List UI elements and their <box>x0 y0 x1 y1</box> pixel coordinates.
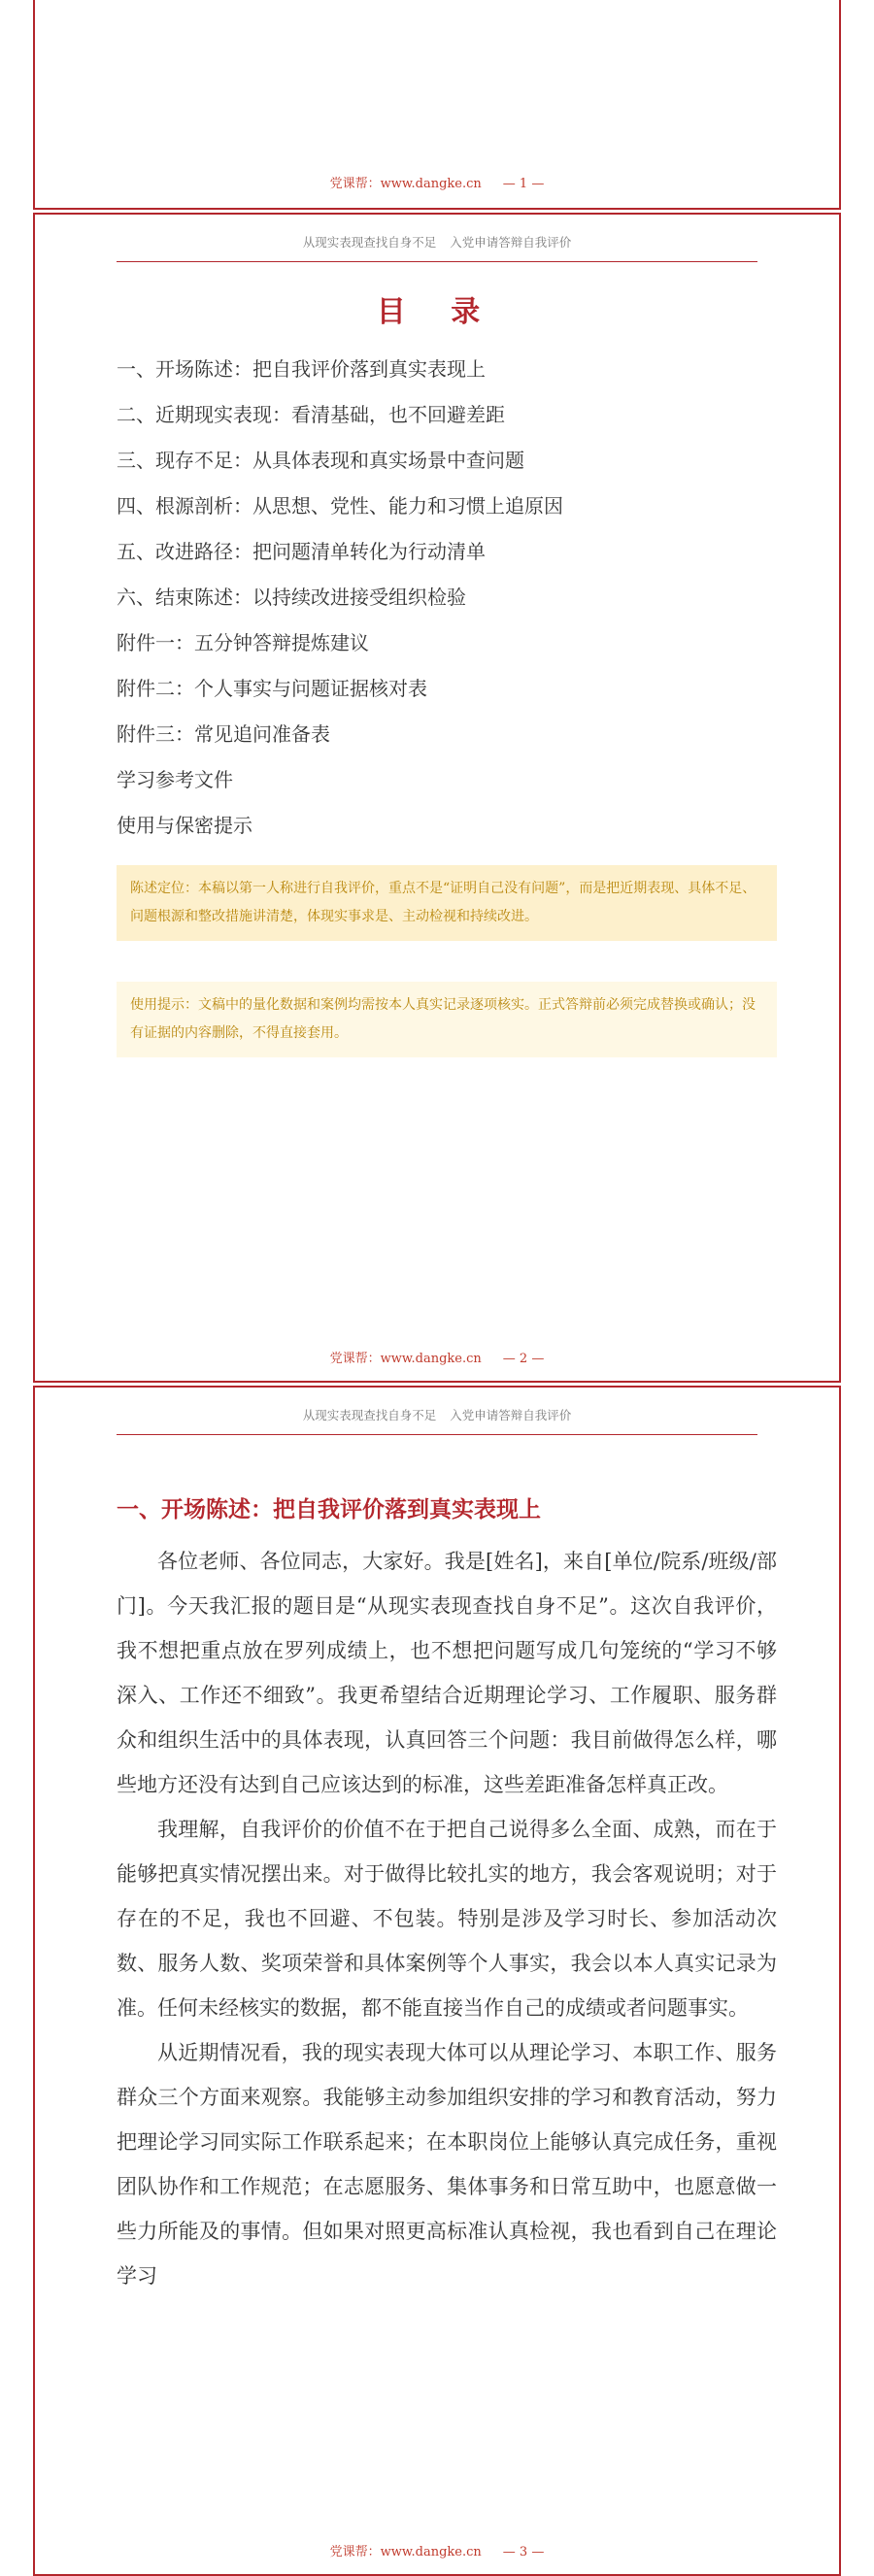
page-number: — 3 — <box>502 2545 545 2559</box>
toc-item: 六、结束陈述：以持续改进接受组织检验 <box>117 585 466 609</box>
toc-list <box>117 355 777 857</box>
page-1 <box>33 0 841 210</box>
running-header-left: 从现实表现查找自身不足 <box>302 235 437 250</box>
body-paragraph: 我理解，自我评价的价值不在于把自己说得多么全面、成熟，而在于能够把真实情况摆出来。对于做得比较扎实的地方，我会客观说明；对于存在的不足，我也不回避、不包装。特别是涉及学习时长、参加活动次数、服务人数、奖项荣誉和具体案例等个人事实，我会以本人真实记录为准。任何未经核实的数据，都不能直接当作自己的成绩或者问题事实。 <box>117 1818 777 2020</box>
section-heading: 一、开场陈述：把自我评价落到真实表现上 <box>117 1496 541 1522</box>
footer-site: 党课帮：www.dangke.cn <box>329 2545 482 2559</box>
footer-site: 党课帮：www.dangke.cn <box>329 177 482 191</box>
body-paragraph: 从近期情况看，我的现实表现大体可以从理论学习、本职工作、服务群众三个方面来观察。我能够主动参加组织安排的学习和教育活动，努力把理论学习同实际工作联系起来；在本职岗位上能够认真完成任务，重视团队协作和工作规范；在志愿服务、集体事务和日常互助中，也愿意做一些力所能及的事情。但如果对照更高标准认真检视，我也看到自己在理论学习 <box>117 2041 777 2288</box>
toc-item: 附件一：五分钟答辩提炼建议 <box>117 631 369 654</box>
toc-item: 使用与保密提示 <box>117 814 252 837</box>
running-header-right: 入党申请答辩自我评价 <box>450 1408 572 1422</box>
toc-item: 学习参考文件 <box>117 768 233 791</box>
footer-site: 党课帮：www.dangke.cn <box>329 1352 482 1366</box>
page-footer <box>35 1348 839 1366</box>
toc-item: 二、近期现实表现：看清基础，也不回避差距 <box>117 403 505 426</box>
toc-item: 附件三：常见追问准备表 <box>117 722 330 746</box>
section-body <box>117 1539 777 2298</box>
page-footer <box>35 2541 839 2559</box>
body-paragraph: 各位老师、各位同志，大家好。我是[姓名]，来自[单位/院系/班级/部门]。今天我汇报的题目是“从现实表现查找自身不足”。这次自我评价，我不想把重点放在罗列成绩上，也不想把问题写成几句笼统的“学习不够深入、工作还不细致”。我更希望结合近期理论学习、工作履职、服务群众和组织生活中的具体表现，认真回答三个问题：我目前做得怎么样，哪些地方还没有达到自己应该达到的标准，这些差距准备怎样真正改。 <box>117 1550 777 1796</box>
usage-note: 使用提示：文稿中的量化数据和案例均需按本人真实记录逐项核实。正式答辩前必须完成替换或确认；没有证据的内容删除，不得直接套用。 <box>117 982 777 1057</box>
running-header-right: 入党申请答辩自我评价 <box>450 235 572 250</box>
running-header-left: 从现实表现查找自身不足 <box>302 1408 437 1422</box>
page-number: — 2 — <box>502 1352 545 1366</box>
toc-item: 附件二：个人事实与问题证据核对表 <box>117 677 427 700</box>
toc-item: 五、改进路径：把问题清单转化为行动清单 <box>117 540 486 563</box>
running-header <box>117 1407 757 1435</box>
toc-item: 四、根源剖析：从思想、党性、能力和习惯上追原因 <box>117 494 563 518</box>
page-footer <box>35 173 839 191</box>
running-header <box>117 234 757 262</box>
toc-item: 一、开场陈述：把自我评价落到真实表现上 <box>117 357 486 381</box>
toc-item: 三、现存不足：从具体表现和真实场景中查问题 <box>117 449 524 472</box>
page-number: — 1 — <box>502 177 545 191</box>
page-2 <box>33 213 841 1383</box>
toc-title: 目 录 <box>376 295 498 329</box>
positioning-note: 陈述定位：本稿以第一人称进行自我评价，重点不是“证明自己没有问题”，而是把近期表现、具体不足、问题根源和整改措施讲清楚，体现实事求是、主动检视和持续改进。 <box>117 865 777 941</box>
page-3 <box>33 1386 841 2576</box>
